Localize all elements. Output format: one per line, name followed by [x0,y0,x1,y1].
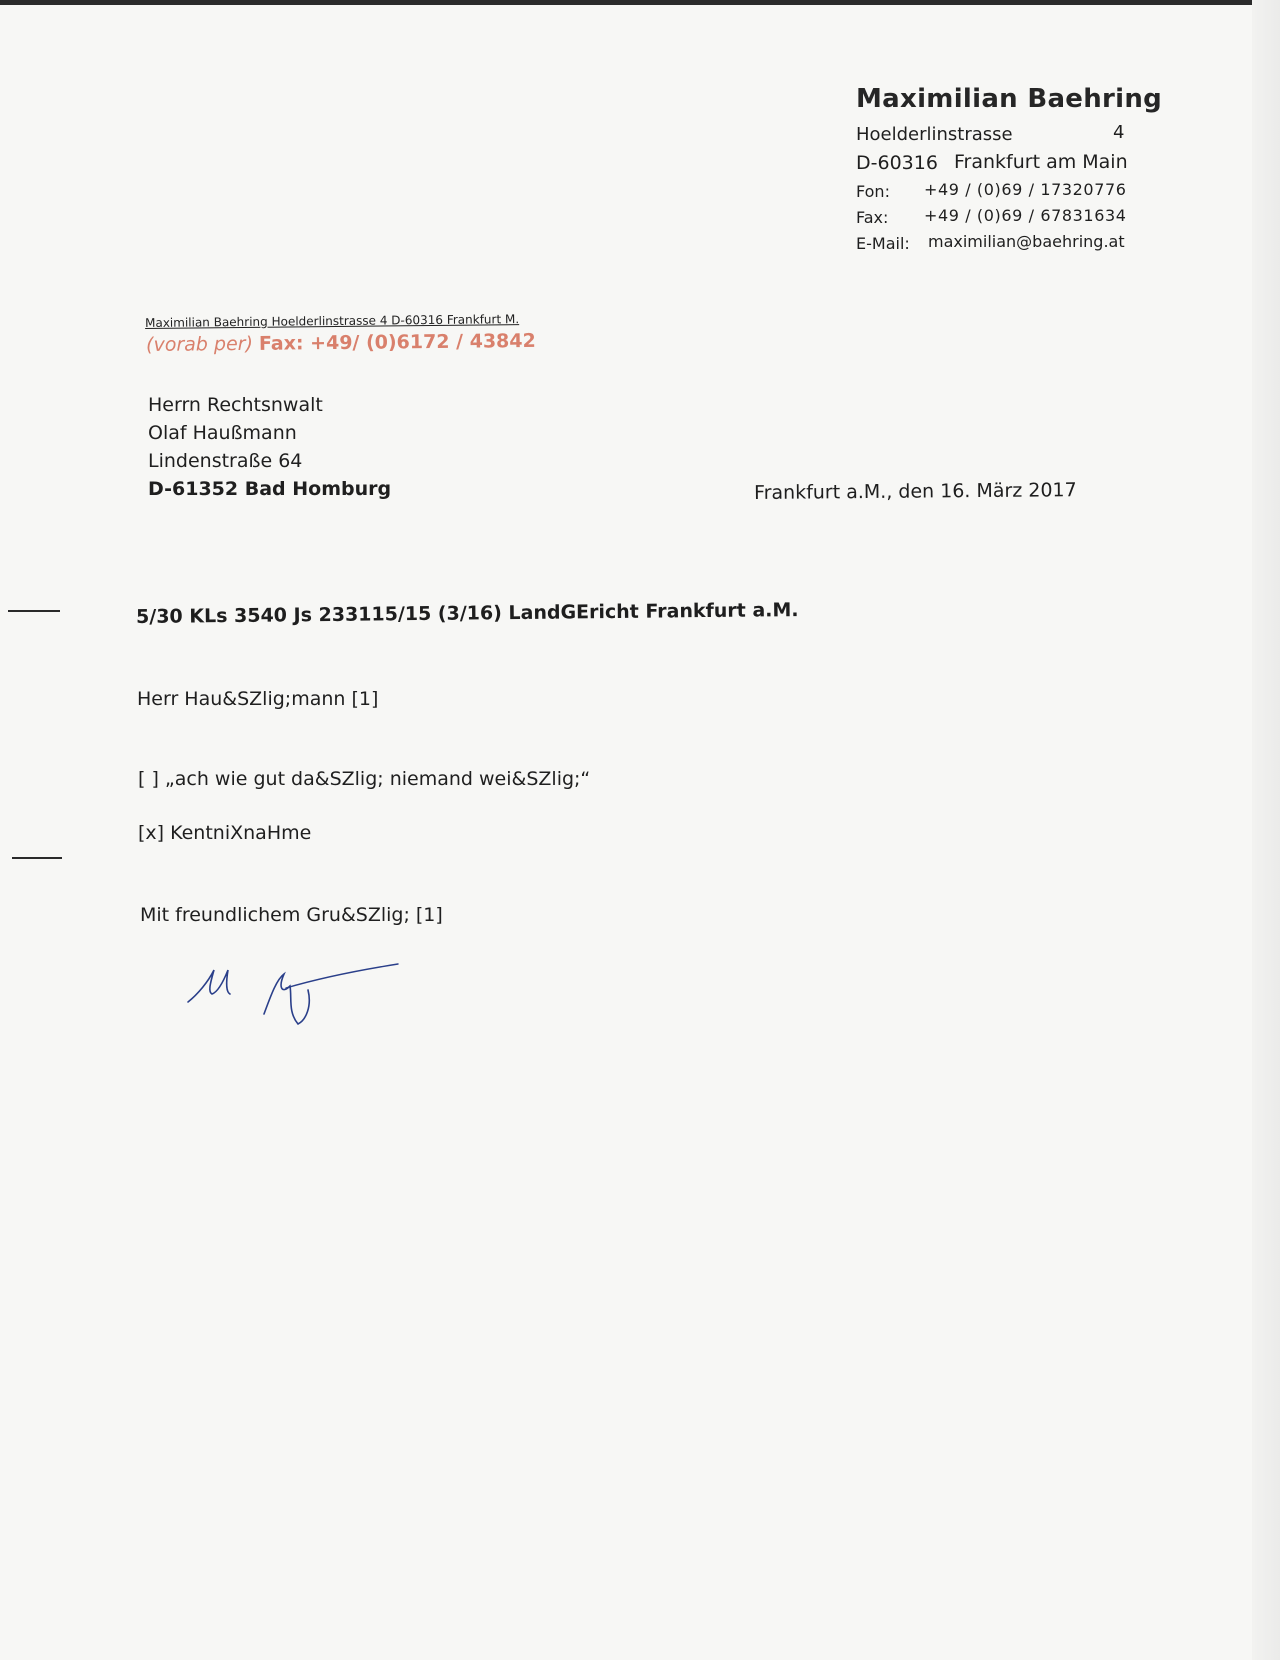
email-label: E-Mail: [856,234,910,253]
phone-label: Fon: [856,182,890,201]
recipient-street: Lindenstraße 64 [148,450,303,472]
letter-date: Frankfurt a.M., den 16. März 2017 [754,479,1077,504]
closing: Mit freundlichem Gru&SZlig; [1] [140,904,443,926]
sender-house-number: 4 [1113,122,1125,143]
fax-note-prefix: (vorab per) [146,332,254,356]
subject-line: 5/30 KLs 3540 Js 233115/15 (3/16) LandGEricht Frankfurt a.M. [136,599,799,628]
option-checked: [x] KentniXnaHme [138,822,312,844]
fold-mark [8,610,60,612]
sender-street: Hoelderlinstrasse [856,124,1013,145]
salutation: Herr Hau&SZlig;mann [1] [137,688,379,710]
fax-note-number: Fax: +49/ (0)6172 / 43842 [258,329,536,355]
fax-label: Fax: [856,208,889,227]
recipient-title: Herrn Rechtsnwalt [148,394,323,416]
handwritten-signature [180,958,410,1058]
scan-right-edge [1252,0,1280,1660]
fax-number: +49 / (0)69 / 67831634 [924,206,1127,225]
recipient-city: D-61352 Bad Homburg [148,478,392,500]
scan-top-edge [0,0,1280,5]
phone-number: +49 / (0)69 / 17320776 [924,180,1127,199]
fax-note [146,330,536,356]
return-address: Maximilian Baehring Hoelderlinstrasse 4 D-60316 Frankfurt M. [145,312,520,330]
sender-postal-code: D-60316 [856,152,938,174]
sender-name: Maximilian Baehring [856,84,1163,114]
option-unchecked: [ ] „ach wie gut da&SZlig; niemand wei&SZlig;“ [138,768,591,790]
sender-city: Frankfurt am Main [954,151,1128,173]
recipient-name: Olaf Haußmann [148,422,297,444]
email-address: maximilian@baehring.at [928,232,1125,251]
fold-mark [12,857,62,859]
